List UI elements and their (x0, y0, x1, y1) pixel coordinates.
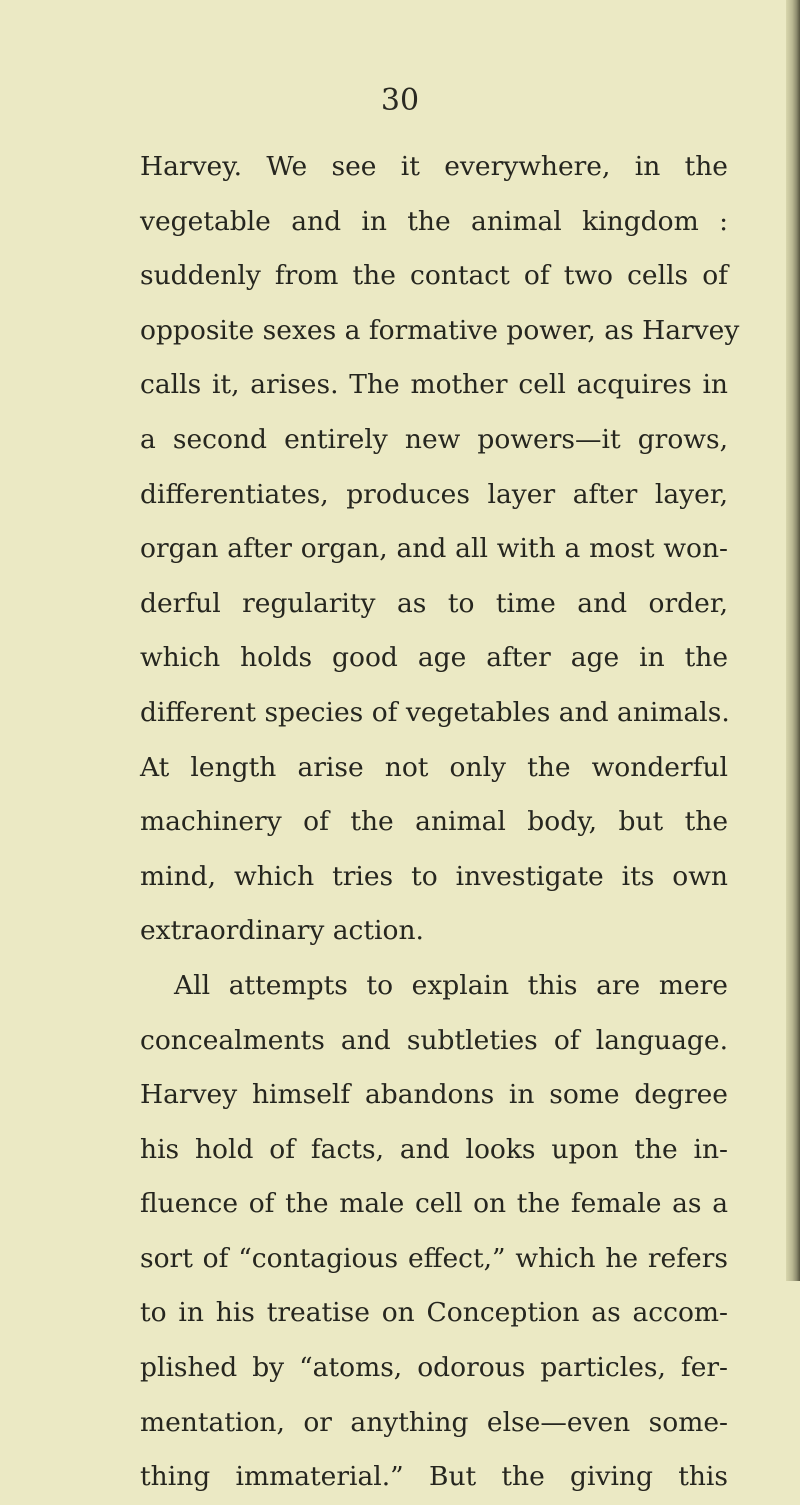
text-line: plished by “atoms, odorous particles, fer- (140, 1352, 728, 1384)
text-line: Harvey. We see it everywhere, in the (140, 151, 728, 182)
text-line: mind, which tries to investigate its own (140, 860, 728, 892)
text-line: suddenly from the contact of two cells of (140, 260, 728, 292)
text-line: differentiates, produces layer after layer, (140, 478, 728, 510)
page-number: 30 (380, 83, 420, 118)
text-line: different species of vegetables and animals. (140, 696, 730, 728)
text-line: sort of “contagious effect,” which he refers (140, 1242, 728, 1274)
text-line: Harvey himself abandons in some degree (140, 1079, 728, 1111)
text-line: fluence of the male cell on the female as a (140, 1188, 728, 1220)
text-line: At length arise not only the wonderful (140, 751, 728, 783)
text-line: calls it, arises. The mother cell acquires in (140, 369, 728, 401)
text-line: vegetable and in the animal kingdom : (140, 205, 728, 237)
page-edge (786, 0, 800, 1281)
text-line: derful regularity as to time and order, (140, 587, 728, 619)
text-line: concealments and subtleties of language. (140, 1024, 728, 1056)
text-line: which holds good age after age in the (140, 642, 728, 674)
text-line: his hold of facts, and looks upon the in- (140, 1133, 728, 1165)
text-line: machinery of the animal body, but the (140, 806, 728, 838)
text-line: thing immaterial.” But the giving this (140, 1461, 728, 1493)
text-line: extraordinary action. (140, 915, 424, 947)
body-text (140, 140, 740, 1505)
text-line: a second entirely new powers—it grows, (140, 423, 728, 455)
text-line: to in his treatise on Conception as accom- (140, 1297, 728, 1329)
text-line: mentation, or anything else—even some- (140, 1406, 728, 1438)
text-line: opposite sexes a formative power, as Harvey (140, 314, 740, 346)
text-line: organ after organ, and all with a most won- (140, 533, 728, 565)
text-line: All attempts to explain this are mere (174, 969, 728, 1001)
